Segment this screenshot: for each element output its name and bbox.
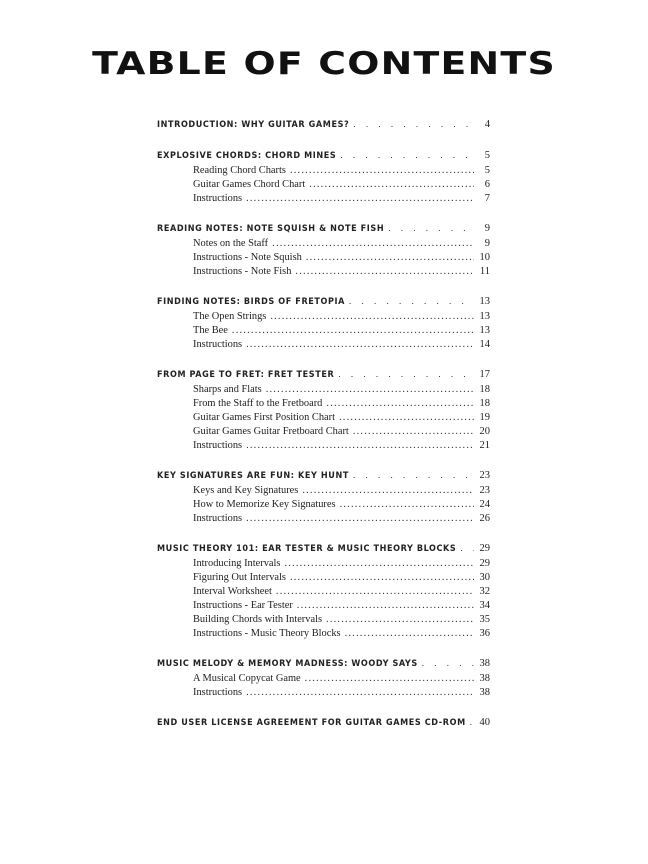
dot-leader bbox=[422, 655, 474, 672]
toc-page-number: 18 bbox=[479, 384, 490, 395]
toc-page-number: 24 bbox=[479, 499, 490, 510]
toc-item[interactable] bbox=[157, 585, 490, 599]
toc-page-number: 5 bbox=[484, 165, 490, 176]
dot-leader bbox=[353, 467, 474, 484]
toc-heading-label: KEY SIGNATURES ARE FUN: KEY HUNT bbox=[157, 471, 349, 481]
toc-item-label: Instructions bbox=[193, 440, 243, 451]
toc-item-label: From the Staff to the Fretboard bbox=[193, 398, 323, 409]
toc-page-number: 6 bbox=[484, 179, 490, 190]
toc-page-number: 5 bbox=[484, 150, 490, 161]
toc-section-key-signatures bbox=[157, 467, 490, 526]
toc-page-number: 19 bbox=[479, 412, 490, 423]
dot-leader bbox=[340, 147, 474, 164]
toc-page-number: 32 bbox=[479, 586, 490, 597]
toc-item-label: Notes on the Staff bbox=[193, 238, 269, 249]
toc-item[interactable] bbox=[157, 192, 490, 206]
toc-item-label: The Bee bbox=[193, 325, 228, 336]
toc-section-finding-notes bbox=[157, 293, 490, 352]
toc-page-number: 29 bbox=[479, 543, 490, 554]
dot-leader bbox=[326, 613, 474, 627]
toc-item[interactable] bbox=[157, 425, 490, 439]
toc-item[interactable] bbox=[157, 265, 490, 279]
toc-item-label: Instructions bbox=[193, 193, 243, 204]
toc-page-number: 36 bbox=[479, 628, 490, 639]
toc-page-number: 13 bbox=[479, 325, 490, 336]
toc-heading-label: MUSIC MELODY & MEMORY MADNESS: WOODY SAYS bbox=[157, 659, 418, 669]
toc-item[interactable] bbox=[157, 251, 490, 265]
toc-item-label: Sharps and Flats bbox=[193, 384, 262, 395]
toc-page-number: 40 bbox=[479, 717, 490, 728]
toc-page-number: 30 bbox=[479, 572, 490, 583]
dot-leader bbox=[284, 557, 474, 571]
toc-item[interactable] bbox=[157, 498, 490, 512]
dot-leader bbox=[306, 251, 474, 265]
toc-page-number: 18 bbox=[479, 398, 490, 409]
dot-leader bbox=[246, 439, 474, 453]
toc-section-woody-says bbox=[157, 655, 490, 700]
toc-item[interactable] bbox=[157, 310, 490, 324]
toc-item-label: Instructions bbox=[193, 339, 243, 350]
toc-item[interactable] bbox=[157, 237, 490, 251]
toc-item-label: Interval Worksheet bbox=[193, 586, 272, 597]
toc-item[interactable] bbox=[157, 627, 490, 641]
toc-page-number: 20 bbox=[479, 426, 490, 437]
toc-page-number: 10 bbox=[479, 252, 490, 263]
toc-item[interactable] bbox=[157, 571, 490, 585]
dot-leader bbox=[272, 237, 474, 251]
toc-item-label: Instructions - Note Fish bbox=[193, 266, 292, 277]
toc-item[interactable] bbox=[157, 439, 490, 453]
toc-section-explosive-chords bbox=[157, 147, 490, 206]
dot-leader bbox=[470, 714, 474, 731]
dot-leader bbox=[246, 686, 474, 700]
toc-page-number: 38 bbox=[479, 687, 490, 698]
toc-item-label: Building Chords with Intervals bbox=[193, 614, 323, 625]
toc-heading-label: INTRODUCTION: WHY GUITAR GAMES? bbox=[157, 120, 350, 130]
toc-page-number: 29 bbox=[479, 558, 490, 569]
toc-page-number: 21 bbox=[479, 440, 490, 451]
dot-leader bbox=[270, 310, 474, 324]
toc-item-label: A Musical Copycat Game bbox=[193, 673, 301, 684]
toc-page-number: 13 bbox=[479, 296, 490, 307]
toc-heading[interactable] bbox=[157, 116, 490, 133]
toc-heading[interactable] bbox=[157, 714, 490, 731]
dot-leader bbox=[290, 164, 474, 178]
dot-leader bbox=[302, 484, 474, 498]
toc-heading[interactable] bbox=[157, 366, 490, 383]
toc-page-number: 17 bbox=[479, 369, 490, 380]
toc-heading[interactable] bbox=[157, 540, 490, 557]
dot-leader bbox=[349, 293, 474, 310]
table-of-contents bbox=[157, 116, 490, 745]
dot-leader bbox=[266, 383, 474, 397]
toc-heading[interactable] bbox=[157, 147, 490, 164]
dot-leader bbox=[339, 411, 474, 425]
toc-item-label: Instructions bbox=[193, 513, 243, 524]
toc-item-label: Figuring Out Intervals bbox=[193, 572, 286, 583]
toc-page-number: 34 bbox=[479, 600, 490, 611]
toc-item[interactable] bbox=[157, 484, 490, 498]
toc-heading-label: FINDING NOTES: BIRDS OF FRETOPIA bbox=[157, 297, 346, 307]
toc-page-number: 26 bbox=[479, 513, 490, 524]
toc-heading-label: READING NOTES: NOTE SQUISH & NOTE FISH bbox=[157, 224, 385, 234]
toc-section-page-to-fret bbox=[157, 366, 490, 453]
toc-item[interactable] bbox=[157, 686, 490, 700]
toc-page-number: 11 bbox=[479, 266, 490, 277]
dot-leader bbox=[460, 540, 474, 557]
toc-page-number: 23 bbox=[479, 485, 490, 496]
toc-page-number: 4 bbox=[484, 119, 490, 130]
toc-item[interactable] bbox=[157, 397, 490, 411]
dot-leader bbox=[305, 672, 474, 686]
toc-page-number: 9 bbox=[484, 223, 490, 234]
toc-item-label: Guitar Games Chord Chart bbox=[193, 179, 306, 190]
dot-leader bbox=[246, 338, 474, 352]
toc-heading[interactable] bbox=[157, 467, 490, 484]
toc-heading[interactable] bbox=[157, 655, 490, 672]
toc-item-label: Instructions bbox=[193, 687, 243, 698]
toc-item[interactable] bbox=[157, 178, 490, 192]
toc-page-number: 35 bbox=[479, 614, 490, 625]
toc-item[interactable] bbox=[157, 557, 490, 571]
dot-leader bbox=[297, 599, 474, 613]
dot-leader bbox=[295, 265, 474, 279]
toc-item-label: Reading Chord Charts bbox=[193, 165, 286, 176]
toc-page-number: 38 bbox=[479, 673, 490, 684]
toc-item-label: Instructions - Music Theory Blocks bbox=[193, 628, 341, 639]
toc-item[interactable] bbox=[157, 324, 490, 338]
dot-leader bbox=[353, 425, 474, 439]
dot-leader bbox=[290, 571, 474, 585]
toc-heading-label: END USER LICENSE AGREEMENT FOR GUITAR GAMES CD-ROM bbox=[157, 718, 466, 728]
dot-leader bbox=[326, 397, 474, 411]
toc-item[interactable] bbox=[157, 411, 490, 425]
dot-leader bbox=[353, 116, 474, 133]
toc-item-label: Instructions - Note Squish bbox=[193, 252, 302, 263]
dot-leader bbox=[276, 585, 474, 599]
toc-section-introduction bbox=[157, 116, 490, 133]
toc-page-number: 13 bbox=[479, 311, 490, 322]
dot-leader bbox=[246, 512, 474, 526]
toc-item[interactable] bbox=[157, 512, 490, 526]
toc-item[interactable] bbox=[157, 613, 490, 627]
toc-page-number: 23 bbox=[479, 470, 490, 481]
dot-leader bbox=[345, 627, 474, 641]
toc-heading-label: MUSIC THEORY 101: EAR TESTER & MUSIC THEORY BLOCKS bbox=[157, 544, 457, 554]
toc-heading[interactable] bbox=[157, 220, 490, 237]
toc-item-label: Instructions - Ear Tester bbox=[193, 600, 293, 611]
toc-section-reading-notes bbox=[157, 220, 490, 279]
toc-item-label: Keys and Key Signatures bbox=[193, 485, 299, 496]
dot-leader bbox=[340, 498, 474, 512]
toc-item-label: Guitar Games First Position Chart bbox=[193, 412, 335, 423]
toc-section-music-theory bbox=[157, 540, 490, 641]
dot-leader bbox=[246, 192, 474, 206]
toc-page-number: 7 bbox=[484, 193, 490, 204]
dot-leader bbox=[309, 178, 474, 192]
toc-item[interactable] bbox=[157, 599, 490, 613]
toc-item[interactable] bbox=[157, 672, 490, 686]
toc-page-number: 14 bbox=[479, 339, 490, 350]
toc-item-label: Introducing Intervals bbox=[193, 558, 281, 569]
toc-item[interactable] bbox=[157, 164, 490, 178]
toc-item-label: The Open Strings bbox=[193, 311, 267, 322]
page-title: TABLE OF CONTENTS bbox=[92, 46, 556, 82]
dot-leader bbox=[388, 220, 474, 237]
toc-item-label: Guitar Games Guitar Fretboard Chart bbox=[193, 426, 349, 437]
toc-item-label: How to Memorize Key Signatures bbox=[193, 499, 336, 510]
toc-item[interactable] bbox=[157, 338, 490, 352]
toc-section-license bbox=[157, 714, 490, 731]
toc-heading-label: EXPLOSIVE CHORDS: CHORD MINES bbox=[157, 151, 337, 161]
dot-leader bbox=[232, 324, 474, 338]
toc-page-number: 38 bbox=[479, 658, 490, 669]
toc-item[interactable] bbox=[157, 383, 490, 397]
toc-heading[interactable] bbox=[157, 293, 490, 310]
dot-leader bbox=[338, 366, 474, 383]
toc-heading-label: FROM PAGE TO FRET: FRET TESTER bbox=[157, 370, 335, 380]
toc-page-number: 9 bbox=[484, 238, 490, 249]
